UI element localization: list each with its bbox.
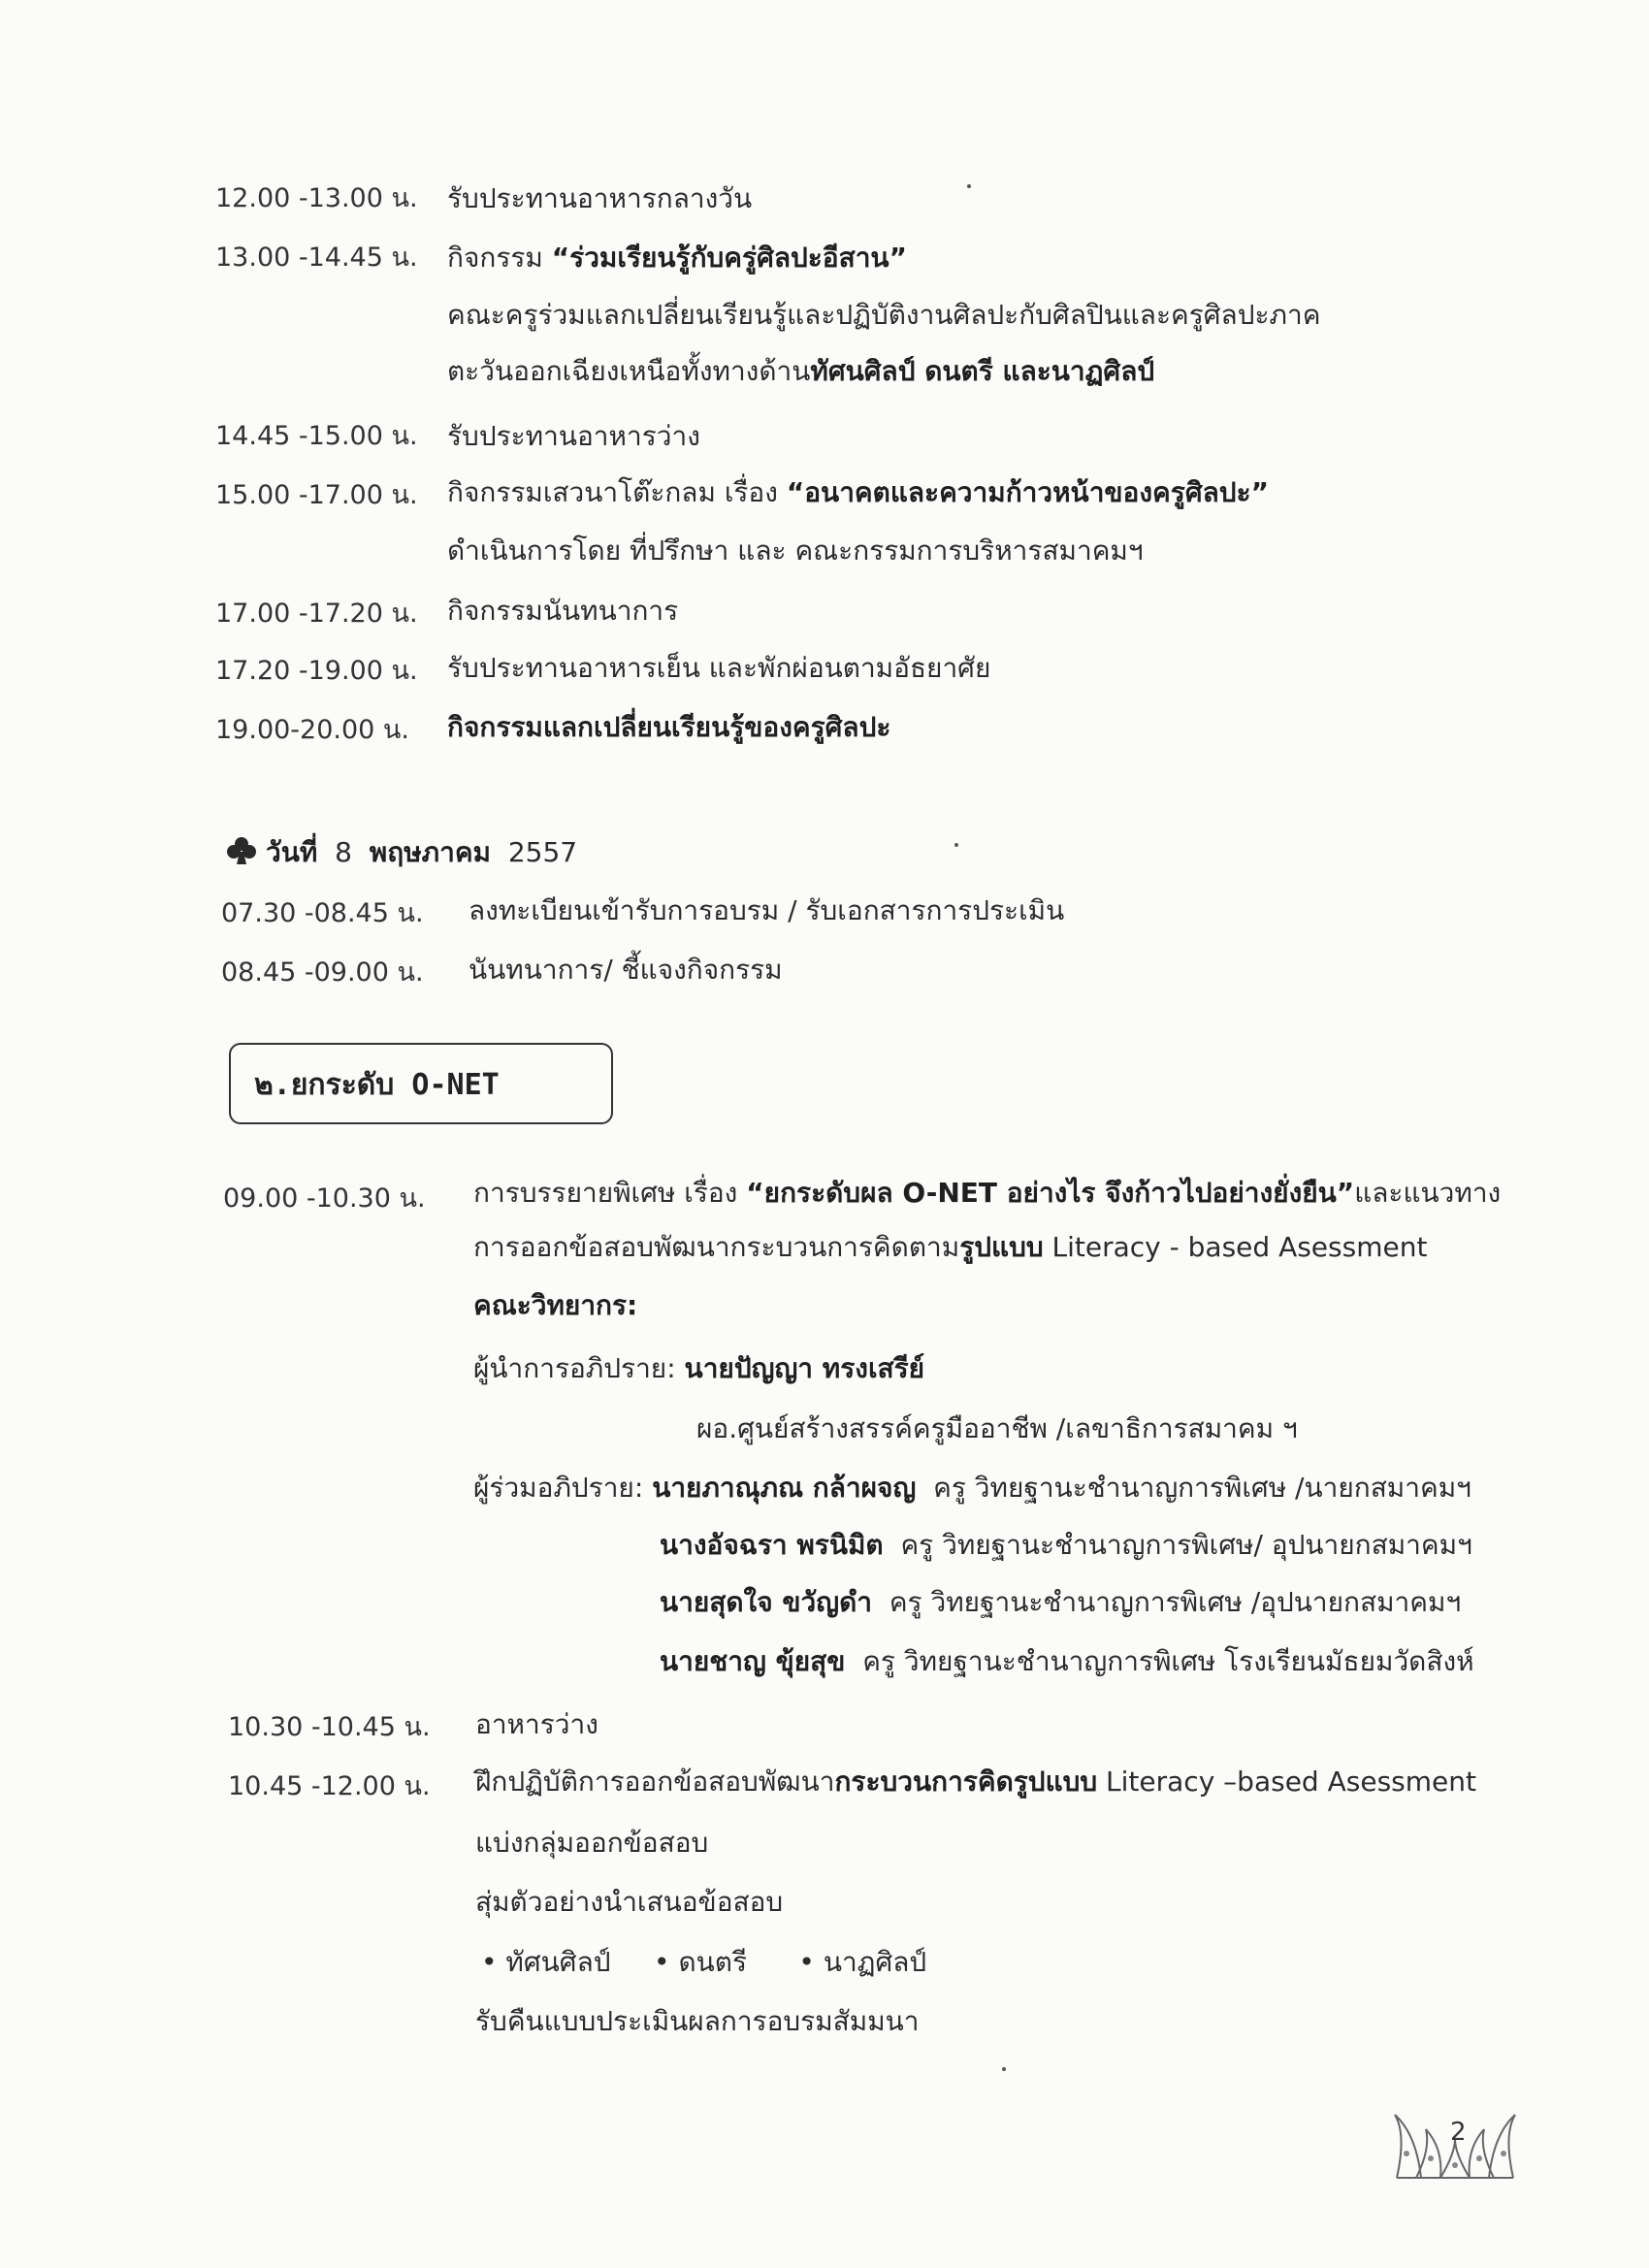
- panel-line: [660, 1581, 1461, 1624]
- bullet-item: ดนตรี: [678, 1946, 747, 1978]
- activity-detail: [447, 350, 1154, 393]
- moderator-name: นายปัญญา ทรงเสรีย์: [684, 1352, 925, 1384]
- activity-detail: [473, 1226, 1427, 1269]
- panelist-title: ครู วิทยฐานะชำนาญการพิเศษ /นายกสมาคมฯ: [933, 1472, 1471, 1504]
- activity-detail-bold: ทัศนศิลป์ ดนตรี และนาฏศิลป์: [810, 355, 1155, 387]
- activity-text: รับประทานอาหารเย็น และพักผ่อนตามอัธยาศัย: [447, 652, 991, 684]
- time-slot: 19.00-20.00 น.: [215, 715, 409, 745]
- date-month: พฤษภาคม: [369, 836, 492, 868]
- activity-prefix: ฝึกปฏิบัติการออกข้อสอบพัฒนา: [475, 1766, 835, 1798]
- activity-text: ลงทะเบียนเข้ารับการอบรม / รับเอกสารการประเมิน: [469, 894, 1065, 926]
- bullet-icon: •: [798, 1946, 815, 1978]
- panelist-name: นายชาญ ขุ้ยสุข: [660, 1645, 846, 1677]
- speakers-label: คณะวิทยากร:: [473, 1289, 638, 1321]
- time-slot: 07.30 -08.45 น.: [221, 898, 424, 928]
- activity-detail-bold: รูปแบบ: [959, 1231, 1044, 1263]
- activity-detail-text: ตะวันออกเฉียงเหนือทั้งทางด้าน: [447, 355, 811, 387]
- page-number: 2: [1450, 2118, 1467, 2147]
- panel-label: ผู้ร่วมอภิปราย:: [473, 1472, 653, 1504]
- time-slot: 15.00 -17.00 น.: [215, 480, 418, 510]
- activity-text: รับประทานอาหารกลางวัน: [447, 182, 753, 214]
- panelist-name: นางอัจฉรา พรนิมิต: [660, 1529, 884, 1561]
- panelist-title: ครู วิทยฐานะชำนาญการพิเศษ/ อุปนายกสมาคมฯ: [900, 1529, 1472, 1561]
- activity-title: “ยกระดับผล O-NET อย่างไร จึงก้าวไปอย่างยั่งยืน”: [746, 1177, 1355, 1209]
- activity-title: “ร่วมเรียนรู้กับครู่ศิลปะอีสาน”: [551, 242, 907, 274]
- panel-line: [660, 1640, 1474, 1683]
- activity-text: [447, 471, 1269, 514]
- time-slot: 14.45 -15.00 น.: [215, 421, 418, 451]
- activity-detail: แบ่งกลุ่มออกข้อสอบ: [475, 1827, 709, 1859]
- activity-title: กระบวนการคิดรูปแบบ: [834, 1766, 1098, 1798]
- activity-detail-tail: Literacy - based Asessment: [1043, 1231, 1428, 1263]
- activity-detail: ดำเนินการโดย ที่ปรึกษา และ คณะกรรมการบริหารสมาคมฯ: [447, 535, 1144, 567]
- bullet-icon: •: [481, 1946, 498, 1978]
- activity-detail: รับคืนแบบประเมินผลการอบรมสัมมนา: [475, 2005, 920, 2037]
- activity-text: [475, 1761, 1476, 1803]
- time-slot: 09.00 -10.30 น.: [223, 1183, 426, 1214]
- club-icon: [225, 836, 258, 865]
- activity-text: รับประทานอาหารว่าง: [447, 420, 700, 452]
- bullet-list: [481, 1941, 926, 1984]
- section-title: ๒.ยกระดับ O-NET: [254, 1068, 500, 1102]
- time-slot: 10.30 -10.45 น.: [228, 1712, 431, 1742]
- date-year: 2557: [507, 836, 578, 868]
- panelist-title: ครู วิทยฐานะชำนาญการพิเศษ /อุปนายกสมาคมฯ: [889, 1586, 1462, 1618]
- bullet-item: ทัศนศิลป์: [505, 1946, 611, 1978]
- activity-text: นันทนาการ/ ชี้แจงกิจกรรม: [469, 954, 783, 986]
- activity-text: กิจกรรมนันทนาการ: [447, 595, 679, 627]
- moderator-label: ผู้นำการอภิปราย:: [473, 1352, 685, 1384]
- scan-speck: [954, 843, 958, 847]
- activity-text: [447, 237, 907, 279]
- date-label: วันที่: [266, 836, 318, 868]
- scan-speck: [967, 184, 971, 188]
- activity-prefix: การบรรยายพิเศษ เรื่อง: [473, 1177, 747, 1209]
- panel-line: [473, 1467, 1471, 1509]
- time-slot: 17.00 -17.20 น.: [215, 599, 418, 629]
- activity-title: กิจกรรมแลกเปลี่ยนเรียนรู้ของครูศิลปะ: [447, 711, 891, 743]
- time-slot: 10.45 -12.00 น.: [228, 1771, 431, 1801]
- scan-speck: [1002, 2067, 1006, 2071]
- date-day: 8: [335, 836, 352, 868]
- time-slot: 08.45 -09.00 น.: [221, 957, 424, 988]
- activity-prefix: กิจกรรมเสวนาโต๊ะกลม เรื่อง: [447, 476, 787, 508]
- moderator-title: ผอ.ศูนย์สร้างสรรค์ครูมืออาชีพ /เลขาธิการสมาคม ฯ: [696, 1412, 1298, 1444]
- activity-detail-text: การออกข้อสอบพัฒนากระบวนการคิดตาม: [473, 1231, 960, 1263]
- activity-prefix: กิจกรรม: [447, 242, 552, 274]
- activity-detail: คณะครูร่วมแลกเปลี่ยนเรียนรู้และปฏิบัติงานศิลปะกับศิลปินและครูศิลปะภาค: [447, 299, 1321, 331]
- panelist-title: ครู วิทยฐานะชำนาญการพิเศษ โรงเรียนมัธยมวัดสิงห์: [862, 1645, 1474, 1677]
- time-slot: 17.20 -19.00 น.: [215, 656, 418, 686]
- activity-detail: สุ่มตัวอย่างนำเสนอข้อสอบ: [475, 1886, 784, 1918]
- moderator-line: [473, 1347, 924, 1390]
- time-slot: 13.00 -14.45 น.: [215, 243, 418, 273]
- panelist-name: นายสุดใจ ขวัญดำ: [660, 1586, 872, 1618]
- panel-line: [660, 1524, 1472, 1567]
- activity-text: อาหารว่าง: [475, 1708, 598, 1740]
- activity-suffix: และแนวทาง: [1354, 1177, 1502, 1209]
- activity-text: [473, 1172, 1501, 1215]
- bullet-icon: •: [654, 1946, 670, 1978]
- bullet-item: นาฏศิลป์: [823, 1946, 927, 1978]
- activity-suffix: Literacy –based Asessment: [1097, 1766, 1476, 1798]
- section-heading-box: [229, 1043, 613, 1124]
- time-slot: 12.00 -13.00 น.: [215, 183, 418, 213]
- date-heading: [225, 831, 577, 874]
- panelist-name: นายภาณุภณ กล้าผจญ: [652, 1472, 917, 1504]
- activity-title: “อนาคตและความก้าวหน้าของครูศิลปะ”: [786, 476, 1269, 508]
